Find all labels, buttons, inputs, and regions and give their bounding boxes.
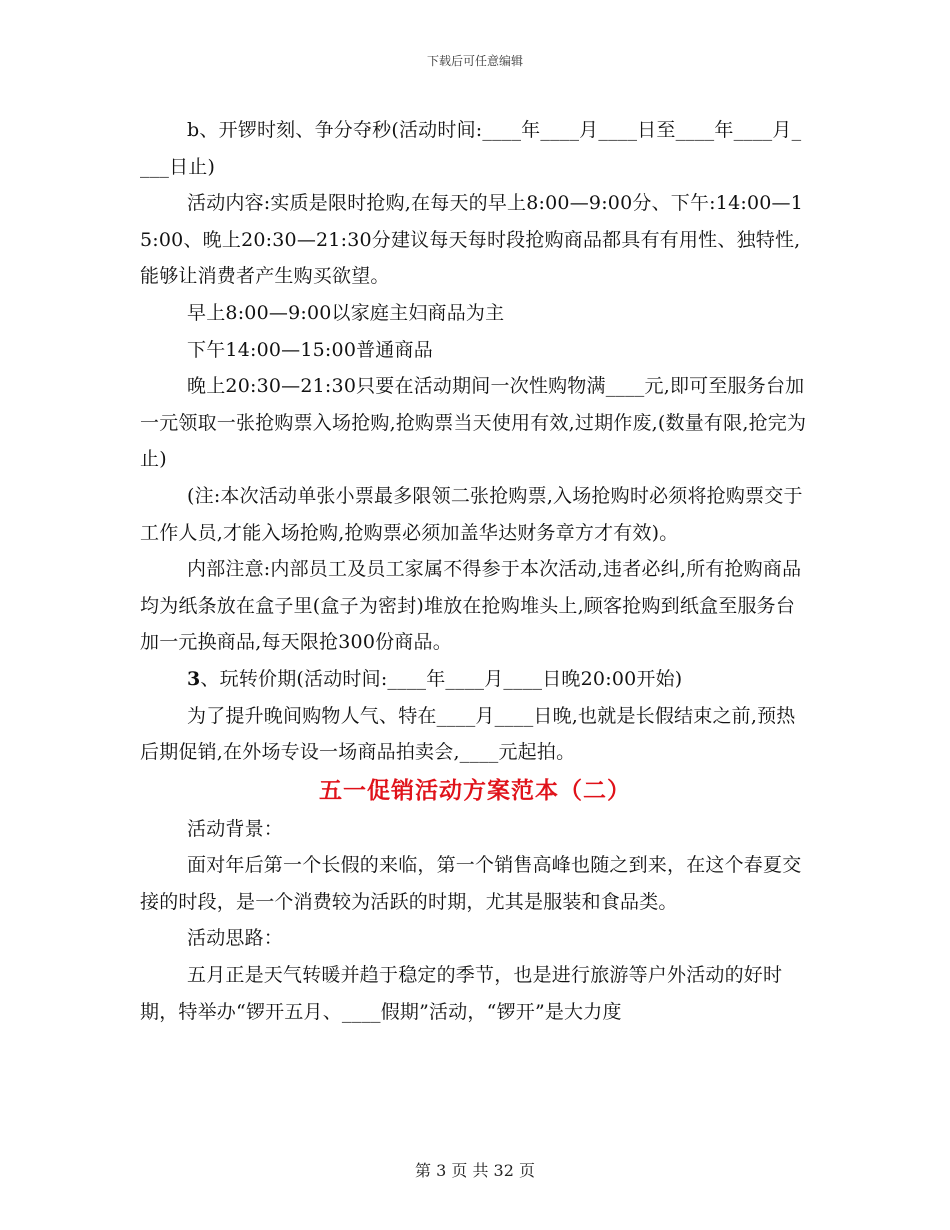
paragraph-idea-label: 活动思路： <box>187 927 284 950</box>
item-number: 3 <box>187 667 201 690</box>
item-3-text: 、玩转价期(活动时间:____年____月____日晚20:00开始) <box>200 667 683 690</box>
paragraph-auction: 为了提升晚间购物人气、特在____月____日晚,也就是长假结束之前,预热后期促销,在外场专设一场商品拍卖会,____元起拍。 <box>140 704 796 764</box>
paragraph-idea: 五月正是天气转暖并趋于稳定的季节，也是进行旅游等户外活动的好时期，特举办“锣开五月、____假期”活动，“锣开”是大力度 <box>140 964 783 1023</box>
paragraph-background: 面对年后第一个长假的来临，第一个销售高峰也随之到来，在这个春夏交接的时段，是一个消费较为活跃的时期，尤其是服装和食品类。 <box>140 854 802 913</box>
paragraph-morning: 早上8:00—9:00以家庭主妇商品为主 <box>187 301 505 324</box>
paragraph-evening: 晚上20:30—21:30只要在活动期间一次性购物满____元,即可至服务台加一元领取一张抢购票入场抢购,抢购票当天使用有效,过期作废,(数量有限,抢完为止) <box>140 375 807 471</box>
page-footer: 第 3 页 共 32 页 <box>415 1161 535 1180</box>
paragraph-time-b: b、开锣时刻、争分夺秒(活动时间:____年____月____日至____年____月____日止) <box>140 119 802 178</box>
document-body <box>140 112 810 1030</box>
paragraph-background-label: 活动背景： <box>187 817 284 840</box>
paragraph-afternoon: 下午14:00—15:00普通商品 <box>187 338 433 361</box>
paragraph-item-3 <box>140 661 810 698</box>
paragraph-note: (注:本次活动单张小票最多限领二张抢购票,入场抢购时必须将抢购票交于工作人员,才能入场抢购,抢购票必须加盖华达财务章方才有效)。 <box>140 484 803 544</box>
page-header: 下载后可任意编辑 <box>426 54 523 68</box>
section-title: 五一促销活动方案范本（二） <box>319 776 631 804</box>
paragraph-content: 活动内容:实质是限时抢购,在每天的早上8:00—9:00分、下午:14:00—15:00、晚上20:30—21:30分建议每天每时段抢购商品都具有有用性、独特性,能够让消费者产生购买欲望。 <box>140 192 804 288</box>
paragraph-internal-notice: 内部注意:内部员工及员工家属不得参于本次活动,违者必纠,所有抢购商品均为纸条放在盒子里(盒子为密封)堆放在抢购堆头上,顾客抢购到纸盒至服务台加一元换商品,每天限抢300份商品。 <box>140 558 802 654</box>
